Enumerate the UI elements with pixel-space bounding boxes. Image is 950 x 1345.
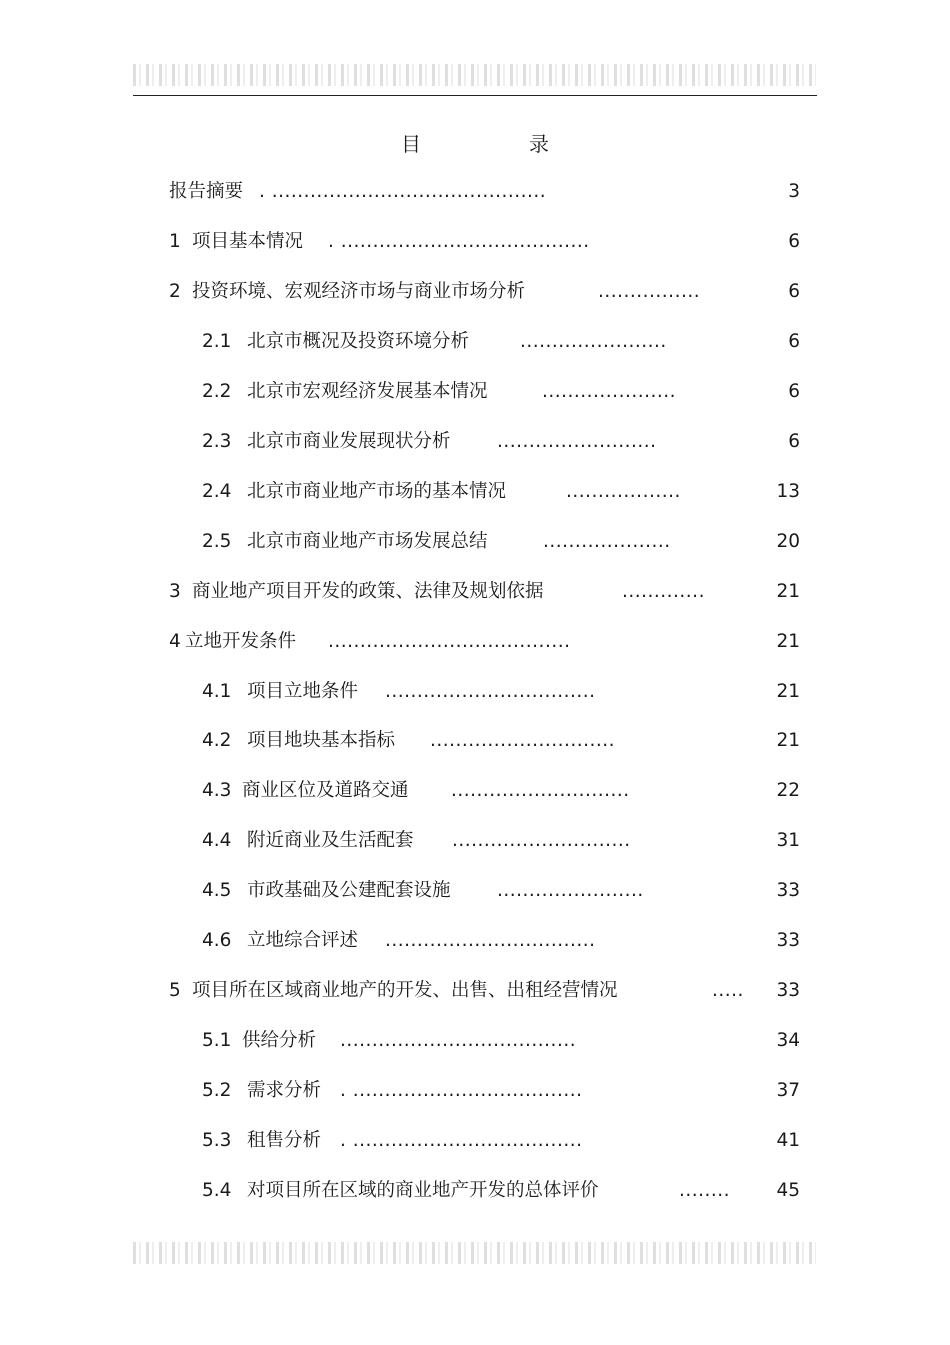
toc-entry-leader: ..................................... [340,1030,577,1051]
toc-entry-leader: ................ [598,281,701,302]
toc-entry-page-number: 21 [776,631,800,652]
toc-entry-title: 项目立地条件 [247,681,359,702]
toc-entry-leader: ...................................... [328,631,571,652]
toc-entry-title: 商业地产项目开发的政策、法律及规划依据 [192,581,544,602]
toc-entry-leader: ..................... [542,381,676,402]
toc-entry-page-number: 45 [776,1180,800,1201]
toc-entry[interactable] [0,279,950,305]
toc-entry-title: 需求分析 [247,1080,322,1101]
toc-entry-page-number: 6 [788,381,800,402]
toc-entry-number: 3 [169,581,181,602]
toc-entry-page-number: 21 [776,581,800,602]
toc-entry-number: 2.1 [202,331,232,352]
toc-entry-number: 4.3 [202,780,232,801]
toc-entry-number: 2.3 [202,431,232,452]
toc-entry-number: 4.1 [202,681,232,702]
toc-entry[interactable] [0,1128,950,1154]
toc-entry[interactable] [0,679,950,705]
toc-entry[interactable] [0,479,950,505]
toc-entry-number: 1 [169,231,181,252]
toc-entry-title: 北京市商业地产市场的基本情况 [247,481,507,502]
toc-entry-title: 报告摘要 [169,181,244,202]
toc-entry-leader: . ....................................... [328,231,590,252]
toc-title: 目 录 [401,132,593,156]
toc-entry[interactable] [0,1178,950,1204]
toc-entry-leader: ....................... [520,331,667,352]
toc-entry-number: 4.6 [202,930,232,951]
toc-entry-page-number: 6 [788,431,800,452]
toc-entry-leader: . .................................... [340,1130,583,1151]
toc-entry-leader: ................................. [385,930,596,951]
header-rule [133,95,817,96]
toc-entry[interactable] [0,728,950,754]
toc-entry-number: 2.4 [202,481,232,502]
toc-entry-page-number: 3 [788,181,800,202]
toc-entry-page-number: 21 [776,730,800,751]
toc-entry-leader: ............................ [451,780,630,801]
toc-entry-page-number: 20 [776,531,800,552]
toc-entry-number: 4.4 [202,830,232,851]
toc-entry-page-number: 6 [788,281,800,302]
toc-entry[interactable] [0,379,950,405]
toc-entry[interactable] [0,978,950,1004]
toc-entry-leader: ................................. [385,681,596,702]
toc-entry-title: 北京市宏观经济发展基本情况 [247,381,488,402]
toc-entry-number: 2 [169,281,181,302]
toc-entry-leader: .................... [543,531,671,552]
toc-entry-title: 北京市商业发展现状分析 [247,431,451,452]
header-noise [133,64,816,86]
toc-entry-leader: . ........................................... [259,181,547,202]
toc-entry-leader: .................. [566,481,681,502]
toc-entry-leader: ..... [712,980,744,1001]
toc-entry-page-number: 31 [776,830,800,851]
toc-entry[interactable] [0,828,950,854]
toc-entry-title: 商业区位及道路交通 [242,780,409,801]
toc-entry-number: 4.5 [202,880,232,901]
toc-entry[interactable] [0,878,950,904]
toc-entry-leader: ........ [679,1180,731,1201]
toc-entry[interactable] [0,629,950,655]
toc-entry[interactable] [0,229,950,255]
toc-entry-title: 北京市商业地产市场发展总结 [247,531,488,552]
toc-entry-number: 2.2 [202,381,232,402]
toc-entry-title: 立地开发条件 [185,631,297,652]
toc-entry[interactable] [0,579,950,605]
toc-entry-leader: ............................ [452,830,631,851]
toc-entry-page-number: 22 [776,780,800,801]
toc-entry-number: 5.3 [202,1130,232,1151]
toc-entry-leader: ............. [622,581,705,602]
toc-entry-number: 5.1 [202,1030,232,1051]
toc-entry-number: 4.2 [202,730,232,751]
toc-entry-title: 投资环境、宏观经济市场与商业市场分析 [192,281,526,302]
toc-entry-title: 立地综合评述 [247,930,359,951]
toc-entry-leader: . .................................... [340,1080,583,1101]
toc-entry[interactable] [0,1028,950,1054]
toc-entry-page-number: 13 [776,481,800,502]
footer-noise [133,1242,816,1264]
toc-entry[interactable] [0,179,950,205]
toc-entry-page-number: 33 [776,930,800,951]
toc-entry-title: 项目地块基本指标 [247,730,396,751]
toc-entry-page-number: 37 [776,1080,800,1101]
toc-entry-leader: ....................... [497,880,644,901]
toc-entry-page-number: 21 [776,681,800,702]
toc-entry-title: 项目所在区域商业地产的开发、出售、出租经营情况 [192,980,618,1001]
toc-entry[interactable] [0,429,950,455]
toc-entry[interactable] [0,329,950,355]
toc-entry-number: 5 [169,980,181,1001]
toc-entry-page-number: 33 [776,880,800,901]
toc-entry-page-number: 33 [776,980,800,1001]
toc-entry[interactable] [0,928,950,954]
toc-entry-title: 项目基本情况 [192,231,304,252]
toc-entry-page-number: 34 [776,1030,800,1051]
toc-entry-page-number: 6 [788,331,800,352]
toc-entry-title: 北京市概况及投资环境分析 [247,331,470,352]
toc-entry-number: 5.4 [202,1180,232,1201]
toc-entry-title: 供给分析 [242,1030,317,1051]
toc-entry-number: 2.5 [202,531,232,552]
toc-entry-title: 附近商业及生活配套 [247,830,414,851]
toc-entry-title: 对项目所在区域的商业地产开发的总体评价 [247,1180,599,1201]
toc-entry-number: 4 [169,631,181,652]
toc-entry-number: 5.2 [202,1080,232,1101]
toc-entry-title: 租售分析 [247,1130,322,1151]
toc-entry-page-number: 41 [776,1130,800,1151]
toc-entry-leader: ......................... [497,431,657,452]
toc-entry-page-number: 6 [788,231,800,252]
toc-entry[interactable] [0,778,950,804]
toc-entry[interactable] [0,529,950,555]
toc-entry-leader: ............................. [430,730,616,751]
toc-entry-title: 市政基础及公建配套设施 [247,880,451,901]
toc-entry[interactable] [0,1078,950,1104]
